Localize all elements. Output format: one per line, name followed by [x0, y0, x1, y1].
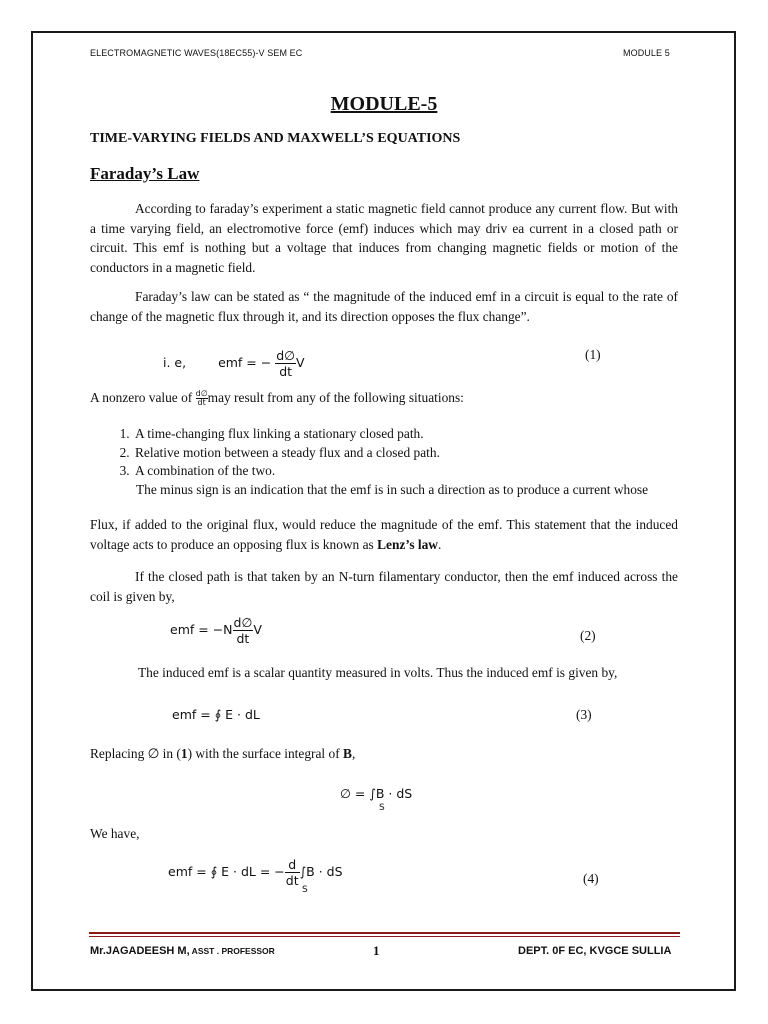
page-number: 1 — [373, 943, 380, 958]
footer-rule-thin — [89, 936, 680, 937]
equation-2 — [170, 615, 262, 646]
equation-2-number: (2) — [580, 628, 596, 643]
equation-1-lhs: emf = − — [218, 355, 272, 370]
header-module: MODULE 5 — [623, 48, 670, 58]
footer-department: DEPT. 0F EC, KVGCE SULLIA — [518, 945, 672, 957]
equation-1-prefix: i. e, — [163, 355, 187, 370]
paragraph-replacing-ref: 1 — [180, 746, 188, 761]
paragraph-replacing-c: ) with the surface integral of — [187, 746, 343, 761]
lenz-law-term: Lenz’s law — [377, 536, 438, 552]
equation-4-numerator: d — [288, 857, 297, 872]
section-heading: Faraday’s Law — [90, 164, 200, 183]
equation-2-numerator: d∅ — [233, 615, 253, 630]
equation-2-denominator: dt — [233, 630, 254, 646]
paragraph-we-have: We have, — [90, 826, 140, 841]
equation-1-number: (1) — [585, 347, 601, 362]
footer-author-role: ASST . PROFESSOR — [189, 946, 275, 956]
paragraph-replacing-a: Replacing ∅ in ( — [90, 746, 181, 761]
equation-flux — [340, 786, 412, 801]
paragraph-nonzero — [90, 390, 464, 407]
inline-fraction-denominator: dt — [197, 398, 206, 408]
equation-3-number: (3) — [576, 707, 592, 722]
paragraph-intro: According to faraday’s experiment a static magnetic field cannot produce any current flow. But with a time varying field, an electromotive force (emf) induces which may driv ea current in a closed path or circuit. This emf is nothing but a voltage that induces from changing magnetic fields or motion of the conductors in a magnetic field. — [90, 201, 678, 275]
inline-fraction — [196, 390, 208, 407]
equation-1-unit: V — [296, 355, 305, 370]
equation-4-number: (4) — [583, 871, 599, 886]
equation-2-fraction — [233, 615, 254, 646]
equation-flux-subscript: S — [379, 803, 385, 813]
chapter-subtitle: TIME-VARYING FIELDS AND MAXWELL’S EQUATIONS — [90, 131, 461, 146]
equation-4-lhs: emf = ∮ E · dL = − — [168, 864, 285, 879]
header-course: ELECTROMAGNETIC WAVES(18EC55)-V SEM EC — [90, 48, 303, 58]
list-item: 3. A combination of the two. — [133, 462, 693, 481]
paragraph-scalar: The induced emf is a scalar quantity measured in volts. Thus the induced emf is given by, — [138, 665, 618, 680]
paragraph-replacing — [90, 746, 355, 762]
paragraph-law-statement: Faraday’s law can be stated as “ the magnitude of the induced emf in a circuit is equal to the rate of change of the magnetic flux through it, and its direction opposes the flux change”. — [90, 289, 678, 324]
equation-1-denominator: dt — [275, 363, 296, 379]
paragraph-lenz-text: Flux, if added to the original flux, would reduce the magnitude of the emf. This statement that the induced voltage acts to produce an opposing flux is known as — [90, 517, 678, 552]
list-continuation: The minus sign is an indication that the emf is in such a direction as to produce a current whose — [136, 482, 649, 497]
equation-flux-body: ∅ = ∫B · dS — [340, 786, 413, 801]
footer-rule-thick — [89, 932, 680, 934]
equation-1-fraction — [275, 348, 296, 379]
footer-author — [90, 945, 275, 957]
paragraph-nonzero-pre: A nonzero value of — [90, 390, 196, 405]
equation-4-subscript: S — [302, 885, 308, 895]
equation-1-numerator: d∅ — [276, 348, 296, 363]
paragraph-n-turn: If the closed path is that taken by an N-turn filamentary conductor, then the emf induced across the coil is given by, — [90, 569, 678, 604]
equation-4-denominator: dt — [285, 873, 299, 888]
list-item: 2. Relative motion between a steady flux and a closed path. — [133, 444, 693, 463]
equation-1 — [163, 348, 305, 379]
paragraph-lenz — [90, 515, 678, 554]
footer-author-name: Mr.JAGADEESH M, — [90, 945, 190, 957]
equation-2-lhs: emf = −N — [170, 622, 233, 637]
paragraph-replacing-e: , — [351, 746, 356, 761]
equation-2-unit: V — [253, 622, 262, 637]
paragraph-replacing-b-vector: B — [343, 746, 352, 761]
page-title: MODULE-5 — [330, 93, 438, 115]
inline-fraction-numerator: d∅ — [195, 389, 208, 399]
list-item: 1. A time-changing flux linking a stationary closed path. — [133, 425, 693, 444]
paragraph-lenz-end: . — [437, 536, 442, 552]
equation-4 — [168, 857, 343, 888]
paragraph-nonzero-post: may result from any of the following situations: — [207, 390, 464, 405]
equation-3: emf = ∮ E · dL — [172, 707, 260, 722]
equation-4-rhs: ∫B · dS — [299, 864, 343, 879]
situations-list — [93, 425, 693, 481]
equation-4-fraction — [285, 857, 300, 888]
